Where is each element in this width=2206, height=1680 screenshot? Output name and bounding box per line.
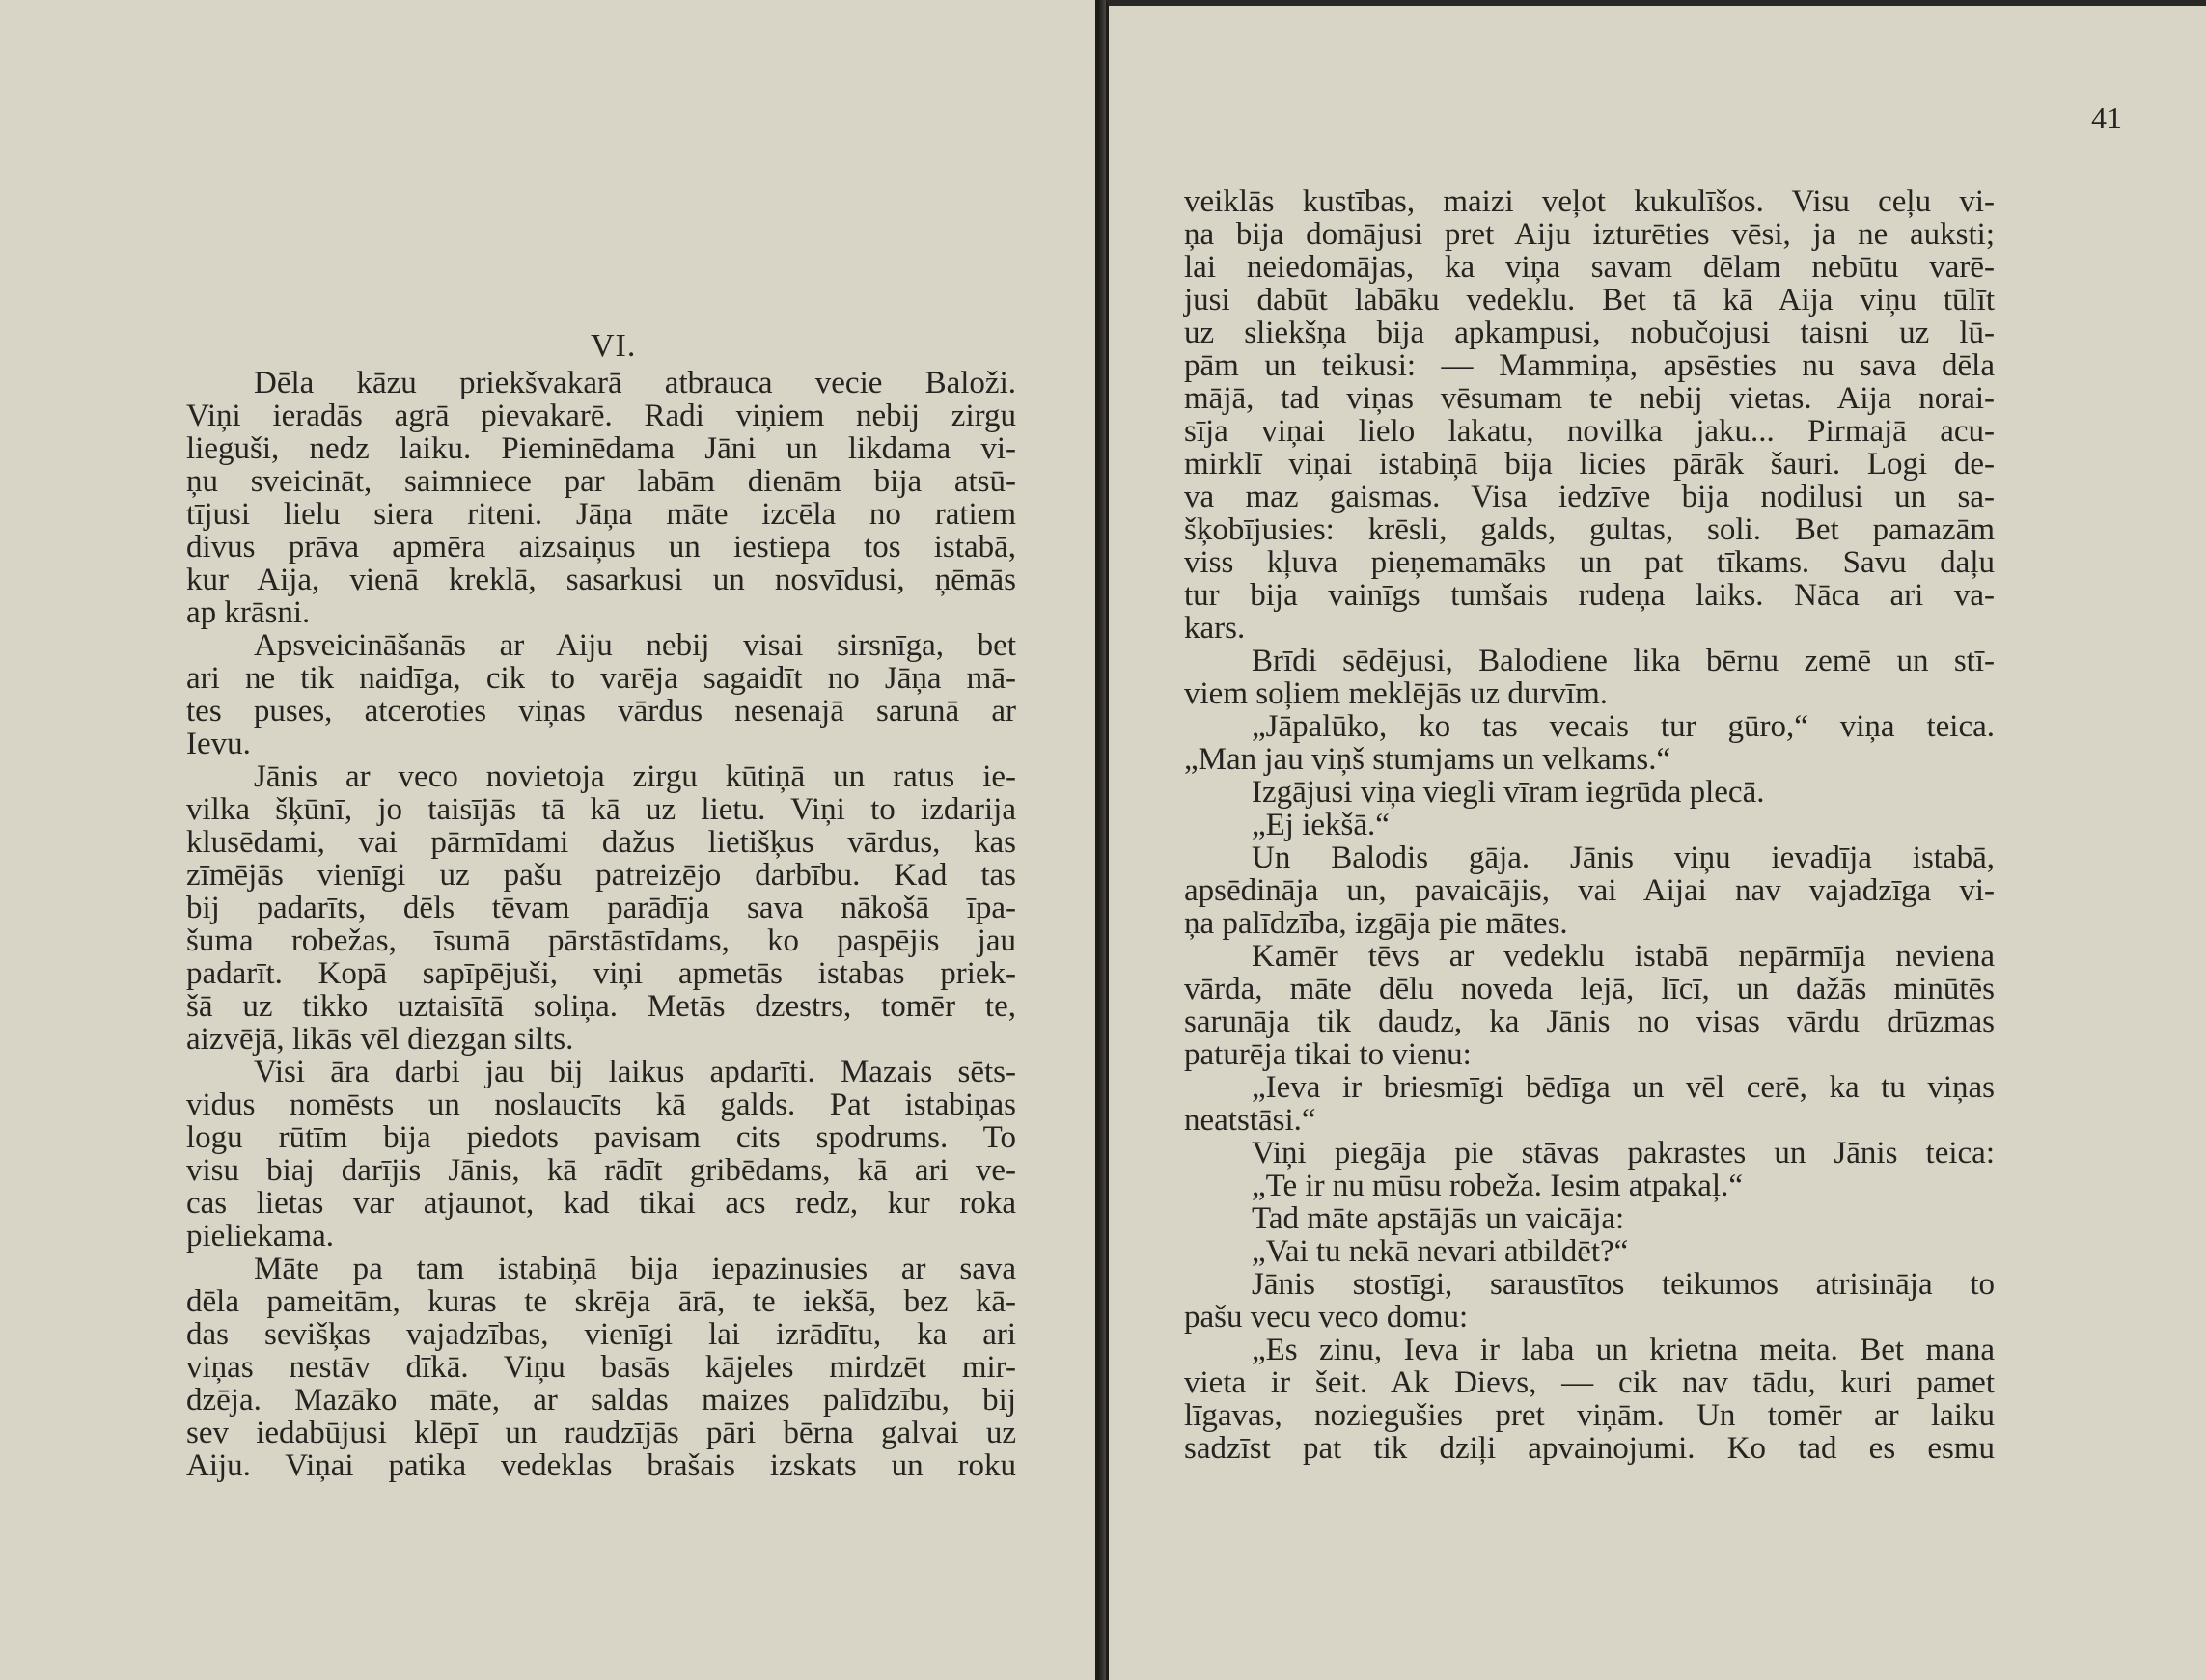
chapter-heading: VI. (591, 328, 637, 364)
text-line: dzēja. Mazāko māte, ar saldas maizes palīdzību, bij (186, 1383, 1016, 1418)
text-line: Viņi piegāja pie stāvas pakrastes un Jānis teica: (1252, 1136, 1995, 1170)
text-line: visu biaj darījis Jānis, kā rādīt gribēdams, kā ari ve- (186, 1153, 1016, 1188)
text-line: viss kļuva pieņemamāks un pat tīkams. Savu daļu (1184, 545, 1995, 580)
text-line: tes puses, atceroties viņas vārdus nesenajā sarunā ar (186, 694, 1016, 729)
text-line: tur bija vainīgs tumšais rudeņa laiks. Nāca ari va- (1184, 578, 1995, 613)
text-line: tījusi lielu siera riteni. Jāņa māte izcēla no ratiem (186, 497, 1016, 532)
text-line: apsēdināja un, pavaicājis, vai Aijai nav vajadzīga vi- (1184, 873, 1995, 908)
text-line: Viņi ieradās agrā pievakarē. Radi viņiem nebij zirgu (186, 399, 1016, 433)
text-line: padarīt. Kopā sapīpējuši, viņi apmetās istabas priek- (186, 956, 1016, 991)
text-line: Aiju. Viņai patika vedeklas brašais izskats un roku (186, 1448, 1016, 1483)
text-line: lieguši, nedz laiku. Pieminēdama Jāni un likdama vi- (186, 431, 1016, 466)
text-line: Jānis ar veco novietoja zirgu kūtiņā un ratus ie- (254, 759, 1016, 794)
text-line: aizvējā, likās vēl diezgan silts. (186, 1022, 574, 1057)
text-line: „Es zinu, Ieva ir laba un krietna meita. Bet mana (1252, 1333, 1995, 1367)
text-line: „Man jau viņš stumjams un velkams.“ (1184, 742, 1671, 777)
book-gutter (1098, 0, 1106, 1680)
text-line: ap krāsni. (186, 595, 311, 630)
text-line: sadzīst pat tik dziļi apvainojumi. Ko tad es esmu (1184, 1431, 1995, 1466)
text-line: ņu sveicināt, saimniece par labām dienām bija atsū- (186, 464, 1016, 499)
text-line: ari ne tik naidīga, cik to varēja sagaidīt no Jāņa mā- (186, 661, 1016, 696)
left-page (0, 0, 1098, 1680)
text-line: šķobījusies: krēsli, galds, gultas, soli. Bet pamazām (1184, 512, 1995, 547)
text-line: vidus nomēsts un noslaucīts kā galds. Pat istabiņas (186, 1088, 1016, 1122)
right-page-text (1184, 185, 1995, 1465)
text-line: sarunāja tik daudz, ka Jānis no visas vārdu drūzmas (1184, 1005, 1995, 1039)
text-line: bij padarīts, dēls tēvam parādīja sava nākošā īpa- (186, 891, 1016, 925)
text-line: cas lietas var atjaunot, kad tikai acs redz, kur roka (186, 1186, 1016, 1221)
text-line: Un Balodis gāja. Jānis viņu ievadīja istabā, (1252, 840, 1995, 875)
text-line: vieta ir šeit. Ak Dievs, — cik nav tādu, kuri pamet (1184, 1365, 1995, 1400)
text-line: dēla pameitām, kuras te skrēja ārā, te iekšā, bez kā- (186, 1284, 1016, 1319)
text-line: uz sliekšņa bija apkampusi, nobučojusi taisni uz lū- (1184, 316, 1995, 350)
text-line: neatstāsi.“ (1184, 1103, 1316, 1138)
left-page-text (186, 367, 1016, 1482)
text-line: kur Aija, vienā kreklā, sasarkusi un nosvīdusi, ņēmās (186, 563, 1016, 597)
page-number: 41 (2091, 100, 2122, 135)
text-line: šuma robežas, īsumā pārstāstīdams, ko paspējis jau (186, 923, 1016, 958)
text-line: „Ej iekšā.“ (1252, 808, 1390, 842)
text-line: lai neiedomājas, ka viņa savam dēlam nebūtu varē- (1184, 250, 1995, 285)
text-line: „Jāpalūko, ko tas vecais tur gūro,“ viņa teica. (1252, 709, 1995, 744)
text-line: „Vai tu nekā nevari atbildēt?“ (1252, 1234, 1629, 1269)
text-line: pām un teikusi: — Mammiņa, apsēsties nu sava dēla (1184, 348, 1995, 383)
text-line: sīja viņai lielo lakatu, novilka jaku... Pirmajā acu- (1184, 414, 1995, 449)
text-line: viņas nestāv dīkā. Viņu basās kājeles mirdzēt mir- (186, 1350, 1016, 1385)
text-line: mirklī viņai istabiņā bija licies pārāk šauri. Logi de- (1184, 447, 1995, 482)
text-line: pašu vecu veco domu: (1184, 1300, 1469, 1335)
text-line: Izgājusi viņa viegli vīram iegrūda plecā. (1252, 775, 1765, 810)
text-line: Ievu. (186, 727, 251, 761)
text-line: vilka šķūnī, jo taisījās tā kā uz lietu. Viņi to izdarija (186, 792, 1016, 827)
text-line: jusi dabūt labāku vedeklu. Bet tā kā Aija viņu tūlīt (1184, 283, 1995, 317)
text-line: Kamēr tēvs ar vedeklu istabā nepārmīja neviena (1252, 939, 1995, 974)
text-line: paturēja tikai to vienu: (1184, 1037, 1472, 1072)
text-line: viem soļiem meklējās uz durvīm. (1184, 676, 1608, 711)
text-line: kars. (1184, 611, 1246, 646)
text-line: Visi āra darbi jau bij laikus apdarīti. Mazais sēts- (254, 1055, 1016, 1089)
text-line: sev iedabūjusi klēpī un raudzījās pāri bērna galvai uz (186, 1416, 1016, 1450)
text-line: logu rūtīm bija piedots pavisam cits spodrums. To (186, 1120, 1016, 1155)
text-line: zīmējās vienīgi uz pašu patreizējo darbību. Kad tas (186, 858, 1016, 893)
text-line: Brīdi sēdējusi, Balodiene lika bērnu zemē un stī- (1252, 644, 1995, 678)
text-line: mājā, tad viņas vēsumam te nebij vietas. Aija norai- (1184, 381, 1995, 416)
text-line: divus prāva apmēra aizsaiņus un iestiepa tos istabā, (186, 530, 1016, 565)
text-line: ņa palīdzība, izgāja pie mātes. (1184, 906, 1568, 941)
text-line: das sevišķas vajadzības, vienīgi lai izrādītu, ka ari (186, 1317, 1016, 1352)
text-line: Tad māte apstājās un vaicāja: (1252, 1201, 1625, 1236)
text-line: ņa bija domājusi pret Aiju izturēties vēsi, ja ne auksti; (1184, 217, 1995, 252)
text-line: Jānis stostīgi, saraustītos teikumos atrisināja to (1252, 1267, 1995, 1302)
text-line: šā uz tikko uztaisītā soliņa. Metās dzestrs, tomēr te, (186, 989, 1016, 1024)
text-line: klusēdami, vai pārmīdami dažus lietišķus vārdus, kas (186, 825, 1016, 860)
text-line: vārda, māte dēlu noveda lejā, līcī, un dažās minūtēs (1184, 972, 1995, 1006)
text-line: Dēla kāzu priekšvakarā atbrauca vecie Baloži. (254, 366, 1016, 400)
text-line: va maz gaismas. Visa iedzīve bija nodilusi un sa- (1184, 480, 1995, 514)
text-line: veiklās kustības, maizi veļot kukulīšos. Visu ceļu vi- (1184, 184, 1995, 219)
text-line: Apsveicināšanās ar Aiju nebij visai sirsnīga, bet (254, 628, 1016, 663)
text-line: „Te ir nu mūsu robeža. Iesim atpakaļ.“ (1252, 1169, 1743, 1203)
text-line: pieliekama. (186, 1219, 335, 1253)
text-line: līgavas, noziegušies pret viņām. Un tomēr ar laiku (1184, 1398, 1995, 1433)
right-page (1106, 0, 2206, 1680)
text-line: Māte pa tam istabiņā bija iepazinusies ar sava (254, 1252, 1016, 1286)
text-line: „Ieva ir briesmīgi bēdīga un vēl cerē, ka tu viņas (1252, 1070, 1995, 1105)
